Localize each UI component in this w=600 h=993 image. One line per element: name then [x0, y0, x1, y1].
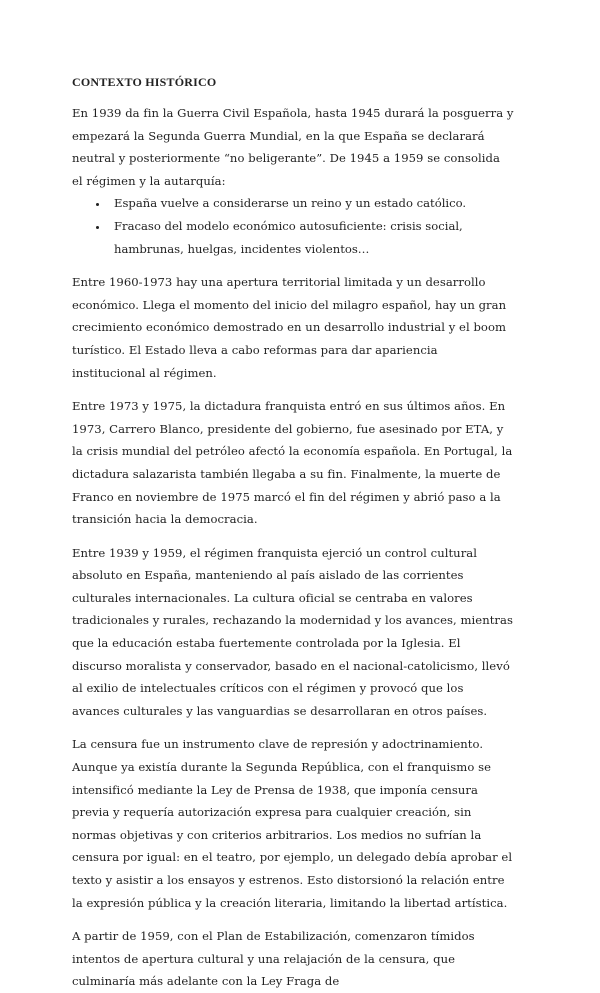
bullet-list: [72, 192, 514, 260]
list-item: • España vuelve a considerarse un reino y un estado católico.: [108, 192, 514, 215]
paragraph-apertura: Entre 1960-1973 hay una apertura territorial limitada y un desarrollo económico. Llega el momento del inicio del milagro español, hay un gran crecimiento económico demostrado en un desarrollo industrial y el boom turístico. El Estado lleva a cabo reformas para dar apariencia institucional al régimen.: [72, 275, 507, 380]
paragraph-estabilizacion: A partir de 1959, con el Plan de Estabilización, comenzaron tímidos intentos de apertura cultural y una relajación de la censura, que culminaría más adelante con la Ley Fraga de: [72, 929, 475, 989]
paragraph-control-cultural: Entre 1939 y 1959, el régimen franquista ejerció un control cultural absoluto en España, manteniendo al país aislado de las corrientes culturales internacionales. La cultura oficial se centraba en valores tradicionales y rurales, rechazando la modernidad y los avances, mientras que la educación estaba fuertemente controlada por la Iglesia. El discurso moralista y conservador, basado en el nacional-catolicismo, llevó al exilio de intelectuales críticos con el régimen y provocó que los avances culturales y las vanguardias se desarrollaran en otros países.: [72, 545, 513, 718]
paragraph-fin-dictadura: Entre 1973 y 1975, la dictadura franquista entró en sus últimos años. En 1973, Carrero Blanco, presidente del gobierno, fue asesinado por ETA, y la crisis mundial del petróleo afectó la economía española. En Portugal, la dictadura salazarista también llegaba a su fin. Finalmente, la muerte de Franco en noviembre de 1975 marcó el fin del régimen y abrió paso a la transición hacia la democracia.: [72, 399, 513, 527]
page-title: CONTEXTO HISTÓRICO: [72, 75, 217, 89]
intro-paragraph: En 1939 da fin la Guerra Civil Española, hasta 1945 durará la posguerra y empezará la Segunda Guerra Mundial, en la que España se declarará neutral y posteriormente “no beligerante”. De 1945 a 1959 se consolida el régimen y la autarquía:: [72, 106, 514, 188]
list-item: • Fracaso del modelo económico autosuficiente: crisis social, hambrunas, huelgas, incidentes violentos…: [108, 215, 514, 260]
paragraph-censura: La censura fue un instrumento clave de represión y adoctrinamiento. Aunque ya existía durante la Segunda República, con el franquismo se intensificó mediante la Ley de Prensa de 1938, que imponía censura previa y requería autorización expresa para cualquier creación, sin normas objetivas y con criterios arbitrarios. Los medios no sufrían la censura por igual: en el teatro, por ejemplo, un delegado debía aprobar el texto y asistir a los ensayos y estrenos. Esto distorsionó la relación entre la expresión pública y la creación literaria, limitando la libertad artística.: [72, 737, 513, 910]
